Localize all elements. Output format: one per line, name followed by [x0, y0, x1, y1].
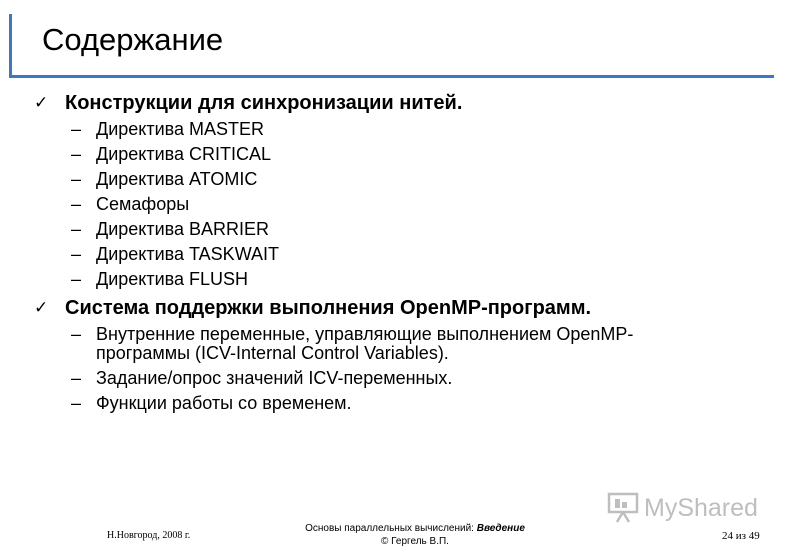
dash-bullet: –: [71, 219, 82, 239]
list-item-text: Внутренние переменные, управляющие выполнением OpenMP-программы (ICV-Internal Control Variables).: [96, 324, 634, 363]
dash-bullet: –: [71, 194, 82, 214]
section-heading: [30, 92, 650, 114]
list-item: [30, 325, 650, 363]
checkmark-icon: ✓: [34, 298, 49, 317]
presentation-board-icon: [606, 490, 642, 524]
title-accent-underline: [9, 75, 774, 78]
list-item: [30, 145, 650, 164]
list-item: [30, 170, 650, 189]
slide-content: [30, 92, 650, 419]
footer-author: © Гергель В.П.: [381, 536, 449, 547]
footer-course-section: Введение: [476, 523, 525, 534]
footer-course: [290, 522, 540, 548]
list-item: [30, 270, 650, 289]
list-item: [30, 220, 650, 239]
footer-location: Н.Новгород, 2008 г.: [107, 530, 191, 541]
list-item-text: Семафоры: [96, 194, 190, 214]
checkmark-icon: ✓: [34, 93, 49, 112]
sub-list: [30, 120, 650, 289]
list-item-text: Директива FLUSH: [96, 269, 249, 289]
page-number: 24 из 49: [722, 530, 760, 542]
sub-list: [30, 325, 650, 413]
list-item: [30, 245, 650, 264]
list-item: [30, 120, 650, 139]
list-item-text: Задание/опрос значений ICV-переменных.: [96, 368, 453, 388]
footer-course-title: Основы параллельных вычислений:: [305, 523, 474, 534]
dash-bullet: –: [71, 324, 82, 344]
slide-title: Содержание: [42, 22, 224, 57]
list-item: [30, 394, 650, 413]
list-item-text: Директива MASTER: [96, 119, 265, 139]
dash-bullet: –: [71, 144, 82, 164]
dash-bullet: –: [71, 169, 82, 189]
list-item: [30, 195, 650, 214]
dash-bullet: –: [71, 368, 82, 388]
watermark-text: MyShared: [644, 494, 758, 522]
list-item-text: Директива CRITICAL: [96, 144, 272, 164]
section-heading: [30, 297, 650, 319]
list-item-text: Функции работы со временем.: [96, 393, 352, 413]
dash-bullet: –: [71, 269, 82, 289]
list-item-text: Директива TASKWAIT: [96, 244, 280, 264]
list-item-text: Директива ATOMIC: [96, 169, 258, 189]
section-heading-text: Конструкции для синхронизации нитей.: [65, 92, 463, 114]
section-heading-text: Система поддержки выполнения OpenMP-программ.: [65, 297, 592, 319]
watermark-logo: [606, 490, 776, 530]
list-item-text: Директива BARRIER: [96, 219, 270, 239]
dash-bullet: –: [71, 393, 82, 413]
dash-bullet: –: [71, 244, 82, 264]
dash-bullet: –: [71, 119, 82, 139]
title-accent-vertical: [9, 14, 12, 78]
list-item: [30, 369, 650, 388]
